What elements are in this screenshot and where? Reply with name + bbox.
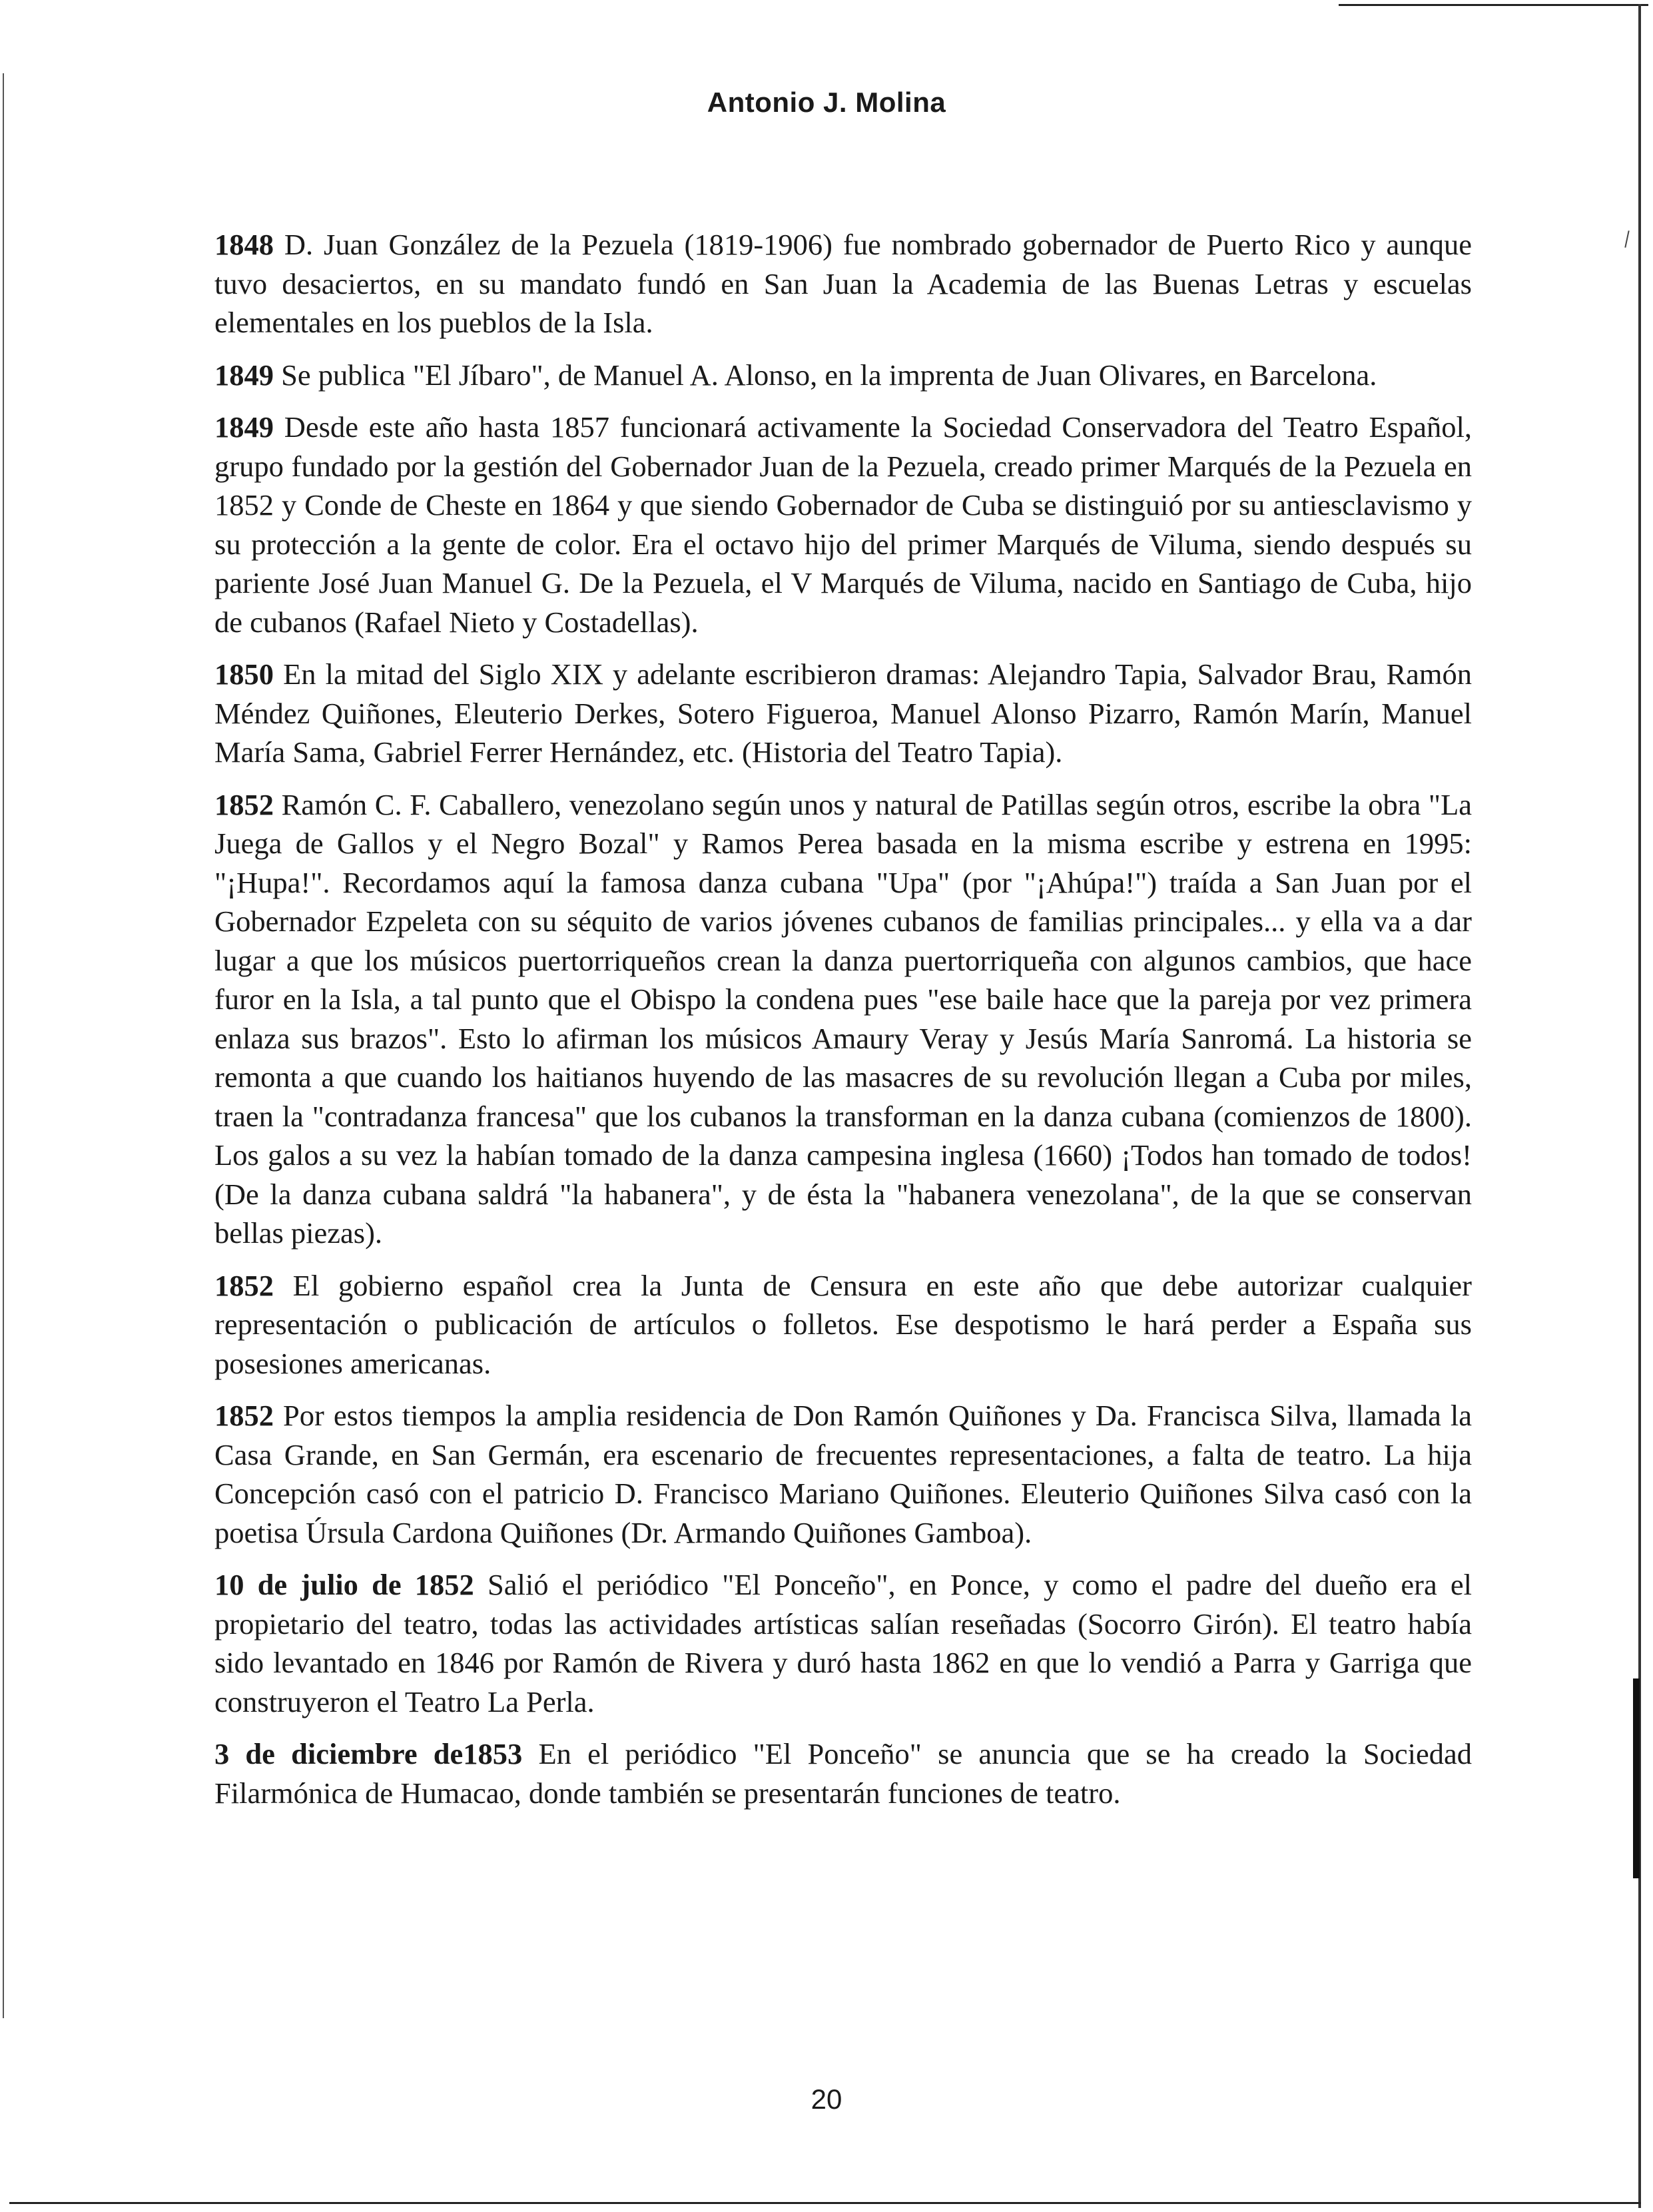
entry-text: Desde este año hasta 1857 funcionará activamente la Sociedad Conservadora del Teatro Español, grupo fundado por la gestión del Gobernador Juan de la Pezuela, creado primer Marqués de la Pezuela en 1852 y Conde de Cheste en 1864 y que siendo Gobernador de Cuba se distinguió por su antiesclavismo y su protección a la gente de color. Era el octavo hijo del primer Marqués de Viluma, siendo después su pariente José Juan Manuel G. De la Pezuela, el V Marqués de Viluma, nacido en Santiago de Cuba, hijo de cubanos (Rafael Nieto y Costadellas). [214, 410, 1472, 639]
entry-date: 1852 [214, 1268, 274, 1302]
scan-border-top [1339, 4, 1648, 6]
chronology-body [214, 225, 1472, 1826]
chronology-entry [214, 1266, 1472, 1383]
entry-date: 1852 [214, 1399, 274, 1432]
chronology-entry [214, 1396, 1472, 1552]
chronology-entry [214, 225, 1472, 342]
page-number: 20 [811, 2083, 842, 2115]
entry-text: En la mitad del Siglo XIX y adelante escribieron dramas: Alejandro Tapia, Salvador Brau, Ramón Méndez Quiñones, Eleuterio Derkes, Sotero Figueroa, Manuel Alonso Pizarro, Ramón Marín, Manuel María Sama, Gabriel Ferrer Hernández, etc. (Historia del Teatro Tapia). [214, 657, 1472, 769]
entry-text: Por estos tiempos la amplia residencia de Don Ramón Quiñones y Da. Francisca Silva, llamada la Casa Grande, en San Germán, era escenario de frecuentes representaciones, a falta de teatro. La hija Concepción casó con el patricio D. Francisco Mariano Quiñones. Eleuterio Quiñones Silva casó con la poetisa Úrsula Cardona Quiñones (Dr. Armando Quiñones Gamboa). [214, 1399, 1472, 1549]
entry-date: 1849 [214, 410, 274, 444]
chronology-entry [214, 356, 1472, 395]
entry-text: Se publica "El Jíbaro", de Manuel A. Alonso, en la imprenta de Juan Olivares, en Barcelona. [274, 358, 1377, 392]
entry-date: 3 de diciembre de1853 [214, 1737, 523, 1770]
entry-text: D. Juan González de la Pezuela (1819-1906) fue nombrado gobernador de Puerto Rico y aunque tuvo desaciertos, en su mandato fundó en San Juan la Academia de las Buenas Letras y escuelas elementales en los pueblos de la Isla. [214, 228, 1472, 339]
chronology-entry [214, 655, 1472, 772]
entry-text: Ramón C. F. Caballero, venezolano según unos y natural de Patillas según otros, escribe la obra "La Juega de Gallos y el Negro Bozal" y Ramos Perea basada en la misma escribe y estrena en 1995: "¡Hupa!". Recordamos aquí la famosa danza cubana "Upa" (por "¡Ahúpa!") traída a San Juan por el Gobernador Ezpeleta con su séquito de varios jóvenes cubanos de familias principales... y ella va a dar lugar a que los músicos puertorriqueños crean la danza puertorriqueña con algunos cambios, que hace furor en la Isla, a tal punto que el Obispo la condena pues "ese baile hace que la pareja por vez primera enlaza sus brazos". Esto lo afirman los músicos Amaury Veray y Jesús María Sanromá. La historia se remonta a que cuando los haitianos huyendo de las masacres de su revolución llegan a Cuba por miles, traen la "contradanza francesa" que los cubanos la transforman en la danza cubana (comienzos de 1800). Los galos a su vez la habían tomado de la danza campesina inglesa (1660) ¡Todos han tomado de todos! (De la danza cubana saldrá "la habanera", y de ésta la "habanera venezolana", de la que se conservan bellas piezas). [214, 787, 1472, 1250]
chronology-entry [214, 1734, 1472, 1812]
running-head: Antonio J. Molina [707, 87, 946, 118]
entry-date: 10 de julio de 1852 [214, 1568, 474, 1601]
chronology-entry [214, 408, 1472, 641]
entry-date: 1848 [214, 228, 274, 261]
margin-mark [1624, 230, 1629, 248]
scan-border-bottom [9, 2202, 1641, 2204]
scan-border-right-thick [1633, 1678, 1640, 1878]
entry-date: 1850 [214, 657, 274, 691]
chronology-entry [214, 785, 1472, 1253]
entry-text: El gobierno español crea la Junta de Censura en este año que debe autorizar cualquier representación o publicación de artículos o folletos. Ese despotismo le hará perder a España sus posesiones americanas. [214, 1268, 1472, 1380]
entry-date: 1849 [214, 358, 274, 392]
entry-text: Salió el periódico "El Ponceño", en Ponce, y como el padre del dueño era el propietario del teatro, todas las actividades artísticas salían reseñadas (Socorro Girón). El teatro había sido levantado en 1846 por Ramón de Rivera y duró hasta 1862 en que lo vendió a Parra y Garriga que construyeron el Teatro La Perla. [214, 1568, 1473, 1718]
chronology-entry [214, 1565, 1472, 1721]
entry-text: En el periódico "El Ponceño" se anuncia que se ha creado la Sociedad Filarmónica de Humacao, donde también se presentarán funciones de teatro. [214, 1737, 1472, 1810]
entry-date: 1852 [214, 787, 274, 821]
scan-border-left [3, 73, 4, 2018]
